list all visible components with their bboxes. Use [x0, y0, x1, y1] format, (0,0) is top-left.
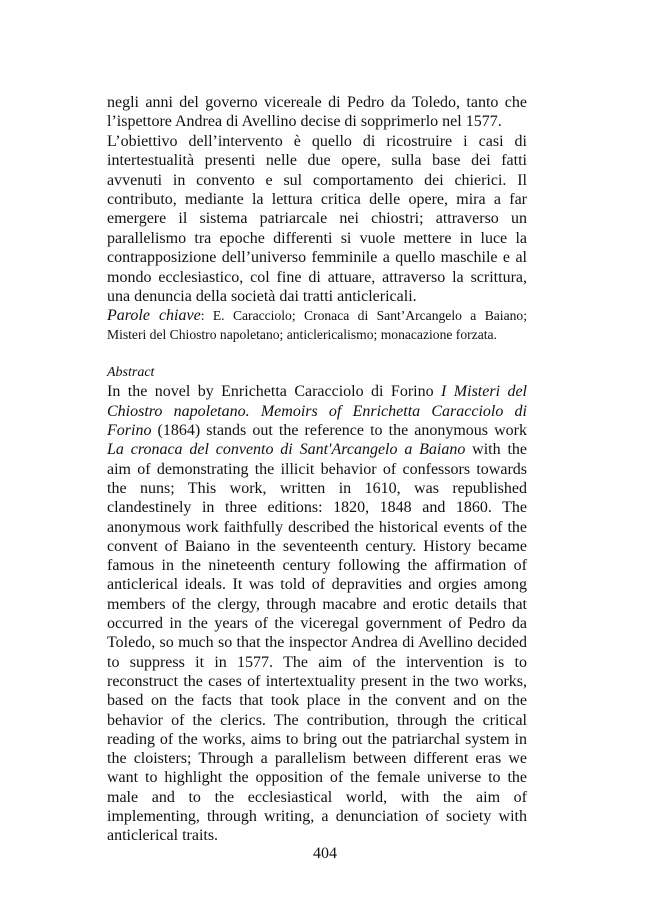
abstract-segment-3: with the aim of demonstrating the illicit behavior of confessors towards the nuns; This work, written in 1610, was republished clandestinely in three editions: 1820, 1848 and 1860. The anonymous work faithfully described the historical events of the convent of Baiano in the seventeenth century. History became famous in the nineteenth century following the affirmation of anticlerical ideals. It was told of depravities and orgies among members of the clergy, through macabre and erotic details that occurred in the years of the viceregal government of Pedro da Toledo, so much so that the inspector Andrea di Avellino decided to suppress it in 1577. The aim of the intervention is to reconstruct the cases of intertextuality present in the two works, based on the facts that took place in the convent and on the behavior of the clerics. The contribution, through the critical reading of the works, aims to bring out the patriarchal system in the cloisters; Through a parallelism between different eras we want to highlight the opposition of the female universe to the male and to the ecclesiastical world, with the aim of implementing, through writing, a denunciation of society with anticlerical traits.: [107, 441, 527, 845]
keywords-label: Parole chiave: [107, 307, 201, 325]
keywords-line: [107, 306, 527, 344]
page-body: [107, 93, 527, 846]
abstract-segment-1: In the novel by Enrichetta Caracciolo di Forino: [107, 383, 442, 401]
keywords-text: E. Caracciolo; Cronaca di Sant’Arcangelo a Baiano; Misteri del Chiostro napoletano; anticlericalismo; monacazione forzata.: [107, 308, 527, 343]
abstract-paragraph: [107, 382, 527, 845]
abstract-title-2: La cronaca del convento di Sant'Arcangelo a Baiano: [107, 441, 466, 459]
keywords-separator: :: [200, 308, 213, 324]
abstract-heading: Abstract: [107, 365, 155, 381]
italian-paragraph-objective: L’obiettivo dell’intervento è quello di ricostruire i casi di intertestualità presenti nelle due opere, sulla base dei fatti avvenuti in convento e sul comportamento dei chierici. Il contributo, mediante la lettura critica delle opere, mira a far emergere il sistema patriarcale nei chiostri; attraverso un parallelismo tra epoche differenti si vuole mettere in luce la contrapposizione dell’universo femminile a quello maschile e al mondo ecclesiastico, col fine di attuare, attraverso la scrittura, una denuncia della società dai tratti anticlericali.: [107, 132, 527, 306]
italian-paragraph-continued: negli anni del governo vicereale di Pedro da Toledo, tanto che l’ispettore Andrea di Avellino decise di sopprimerlo nel 1577.: [107, 94, 527, 131]
abstract-segment-2: (1864) stands out the reference to the anonymous work: [151, 422, 527, 440]
abstract-title-1: I Misteri del Chiostro napoletano. Memoirs of Enrichetta Caracciolo di Forino: [107, 383, 528, 440]
page-number: 404: [313, 845, 337, 862]
